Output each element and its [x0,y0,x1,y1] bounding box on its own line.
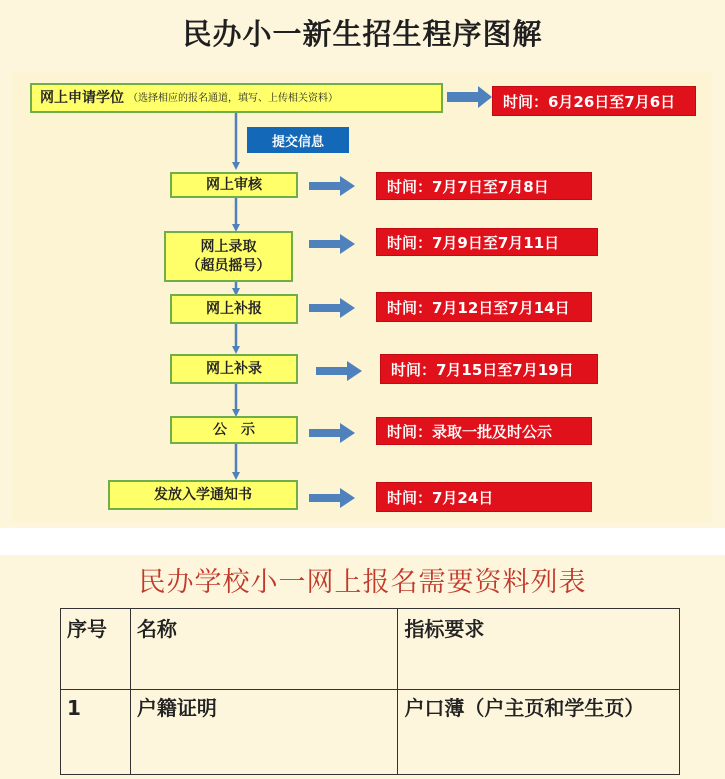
step-supplementary-admission: 网上补录 [170,354,298,384]
table-title: 民办学校小一网上报名需要资料列表 [138,567,587,598]
step-apply-online [30,83,443,113]
time-box-apply: 时间：6月26日至7月6日 [492,86,696,116]
time-box-issue-notice: 时间：7月24日 [376,482,592,512]
time-box-supplementary-admission: 时间：7月15日至7月19日 [380,354,598,384]
time-box-review: 时间：7月7日至7月8日 [376,172,592,200]
header-name: 名称 [130,609,398,690]
step-public-notice: 公 示 [170,416,298,444]
time-box-public-notice: 时间：录取一批及时公示 [376,417,592,445]
section-divider [0,528,725,558]
step-supplementary-apply: 网上补报 [170,294,298,324]
submit-info-label: 提交信息 [247,127,349,153]
time-box-supplementary-apply: 时间：7月12日至7月14日 [376,292,592,322]
step-admission-sub: （超员摇号） [186,257,271,274]
table-row [61,690,680,775]
cell-index: 1 [61,690,131,775]
step-issue-notice: 发放入学通知书 [108,480,298,510]
step-online-review: 网上审核 [170,172,298,198]
cell-requirement: 户口薄（户主页和学生页） [398,690,680,775]
step-apply-label: 网上申请学位 [40,89,124,106]
cell-name: 户籍证明 [130,690,398,775]
time-box-admission: 时间：7月9日至7月11日 [376,228,598,256]
header-index: 序号 [61,609,131,690]
step-admission-label: 网上录取 [200,239,257,256]
header-requirement: 指标要求 [398,609,680,690]
flowchart-panel [12,72,712,522]
step-online-admission [164,231,293,282]
page-title: 民办小一新生招生程序图解 [182,17,543,51]
materials-table [60,608,680,775]
step-apply-note: （选择相应的报名通道，填写、上传相关资料） [128,92,338,104]
table-header-row [61,609,680,690]
